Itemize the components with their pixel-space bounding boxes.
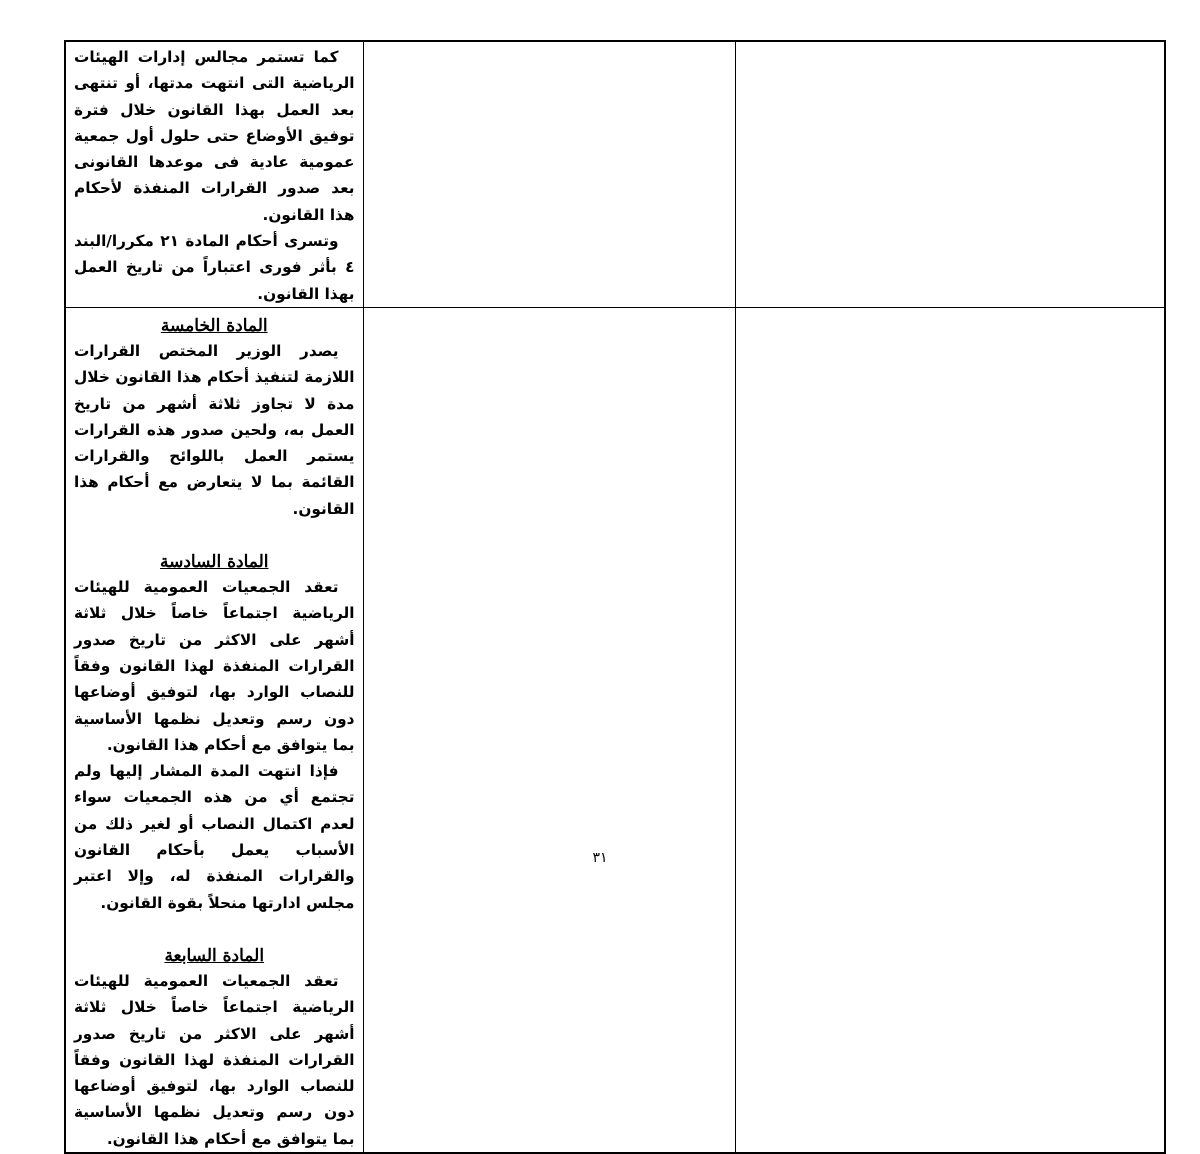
empty-cell — [363, 41, 735, 307]
empty-cell — [735, 307, 1165, 1153]
article-heading: المادة الخامسة — [160, 315, 268, 336]
paragraph: يصدر الوزير المختص القرارات اللازمة لتنفيذ أحكام هذا القانون خلال مدة لا تجاوز ثلاثة أشهر من تاريخ العمل به، ولحين صدور هذه القرارات يستمر العمل باللوائح والقرارات القائمة بما لا يتعارض مع أحكام هذا القانون. — [74, 341, 355, 518]
text-cell — [65, 307, 363, 1153]
page-number: ٣١ — [592, 850, 608, 866]
table-row — [65, 307, 1165, 1153]
empty-cell — [735, 41, 1165, 307]
comparison-table — [64, 40, 1166, 1154]
paragraph: كما تستمر مجالس إدارات الهيئات الرياضية التى انتهت مدتها، أو تنتهى بعد العمل بهذا القانون خلال فترة توفيق الأوضاع حتى حلول أول جمعية عمومية عادية فى موعدها القانونى بعد صدور القرارات المنفذة لأحكام هذا القانون. — [74, 48, 355, 224]
paragraph: تعقد الجمعيات العمومية للهيئات الرياضية اجتماعاً خاصاً خلال ثلاثة أشهر على الاكثر من تاريخ صدور القرارات المنفذة لهذا القانون وفقاً للنصاب الوارد بها، لتوفيق أوضاعها دون رسم وتعديل نظمها الأساسية بما يتوافق مع أحكام هذا القانون. — [74, 578, 355, 754]
paragraph: فإذا انتهت المدة المشار إليها ولم تجتمع أي من هذه الجمعيات سواء لعدم اكتمال النصاب أو لغير ذلك من الأسباب يعمل بأحكام القانون والقرارات المنفذة له، وإلا اعتبر مجلس ادارتها منحلاً بقوة القانون. — [74, 762, 355, 912]
article-heading: المادة السابعة — [164, 945, 265, 966]
article-heading: المادة السادسة — [160, 552, 269, 573]
paragraph: وتسرى أحكام المادة ٢١ مكررا/البند ٤ بأثر فورى اعتباراً من تاريخ العمل بهذا القانون. — [74, 232, 355, 303]
text-cell — [65, 41, 363, 307]
empty-cell — [363, 307, 735, 1153]
table-row — [65, 41, 1165, 307]
paragraph: تعقد الجمعيات العمومية للهيئات الرياضية اجتماعاً خاصاً خلال ثلاثة أشهر على الاكثر من تاريخ صدور القرارات المنفذة لهذا القانون وفقاً للنصاب الوارد بها، لتوفيق أوضاعها دون رسم وتعديل نظمها الأساسية بما يتوافق مع أحكام هذا القانون. — [74, 971, 355, 1148]
